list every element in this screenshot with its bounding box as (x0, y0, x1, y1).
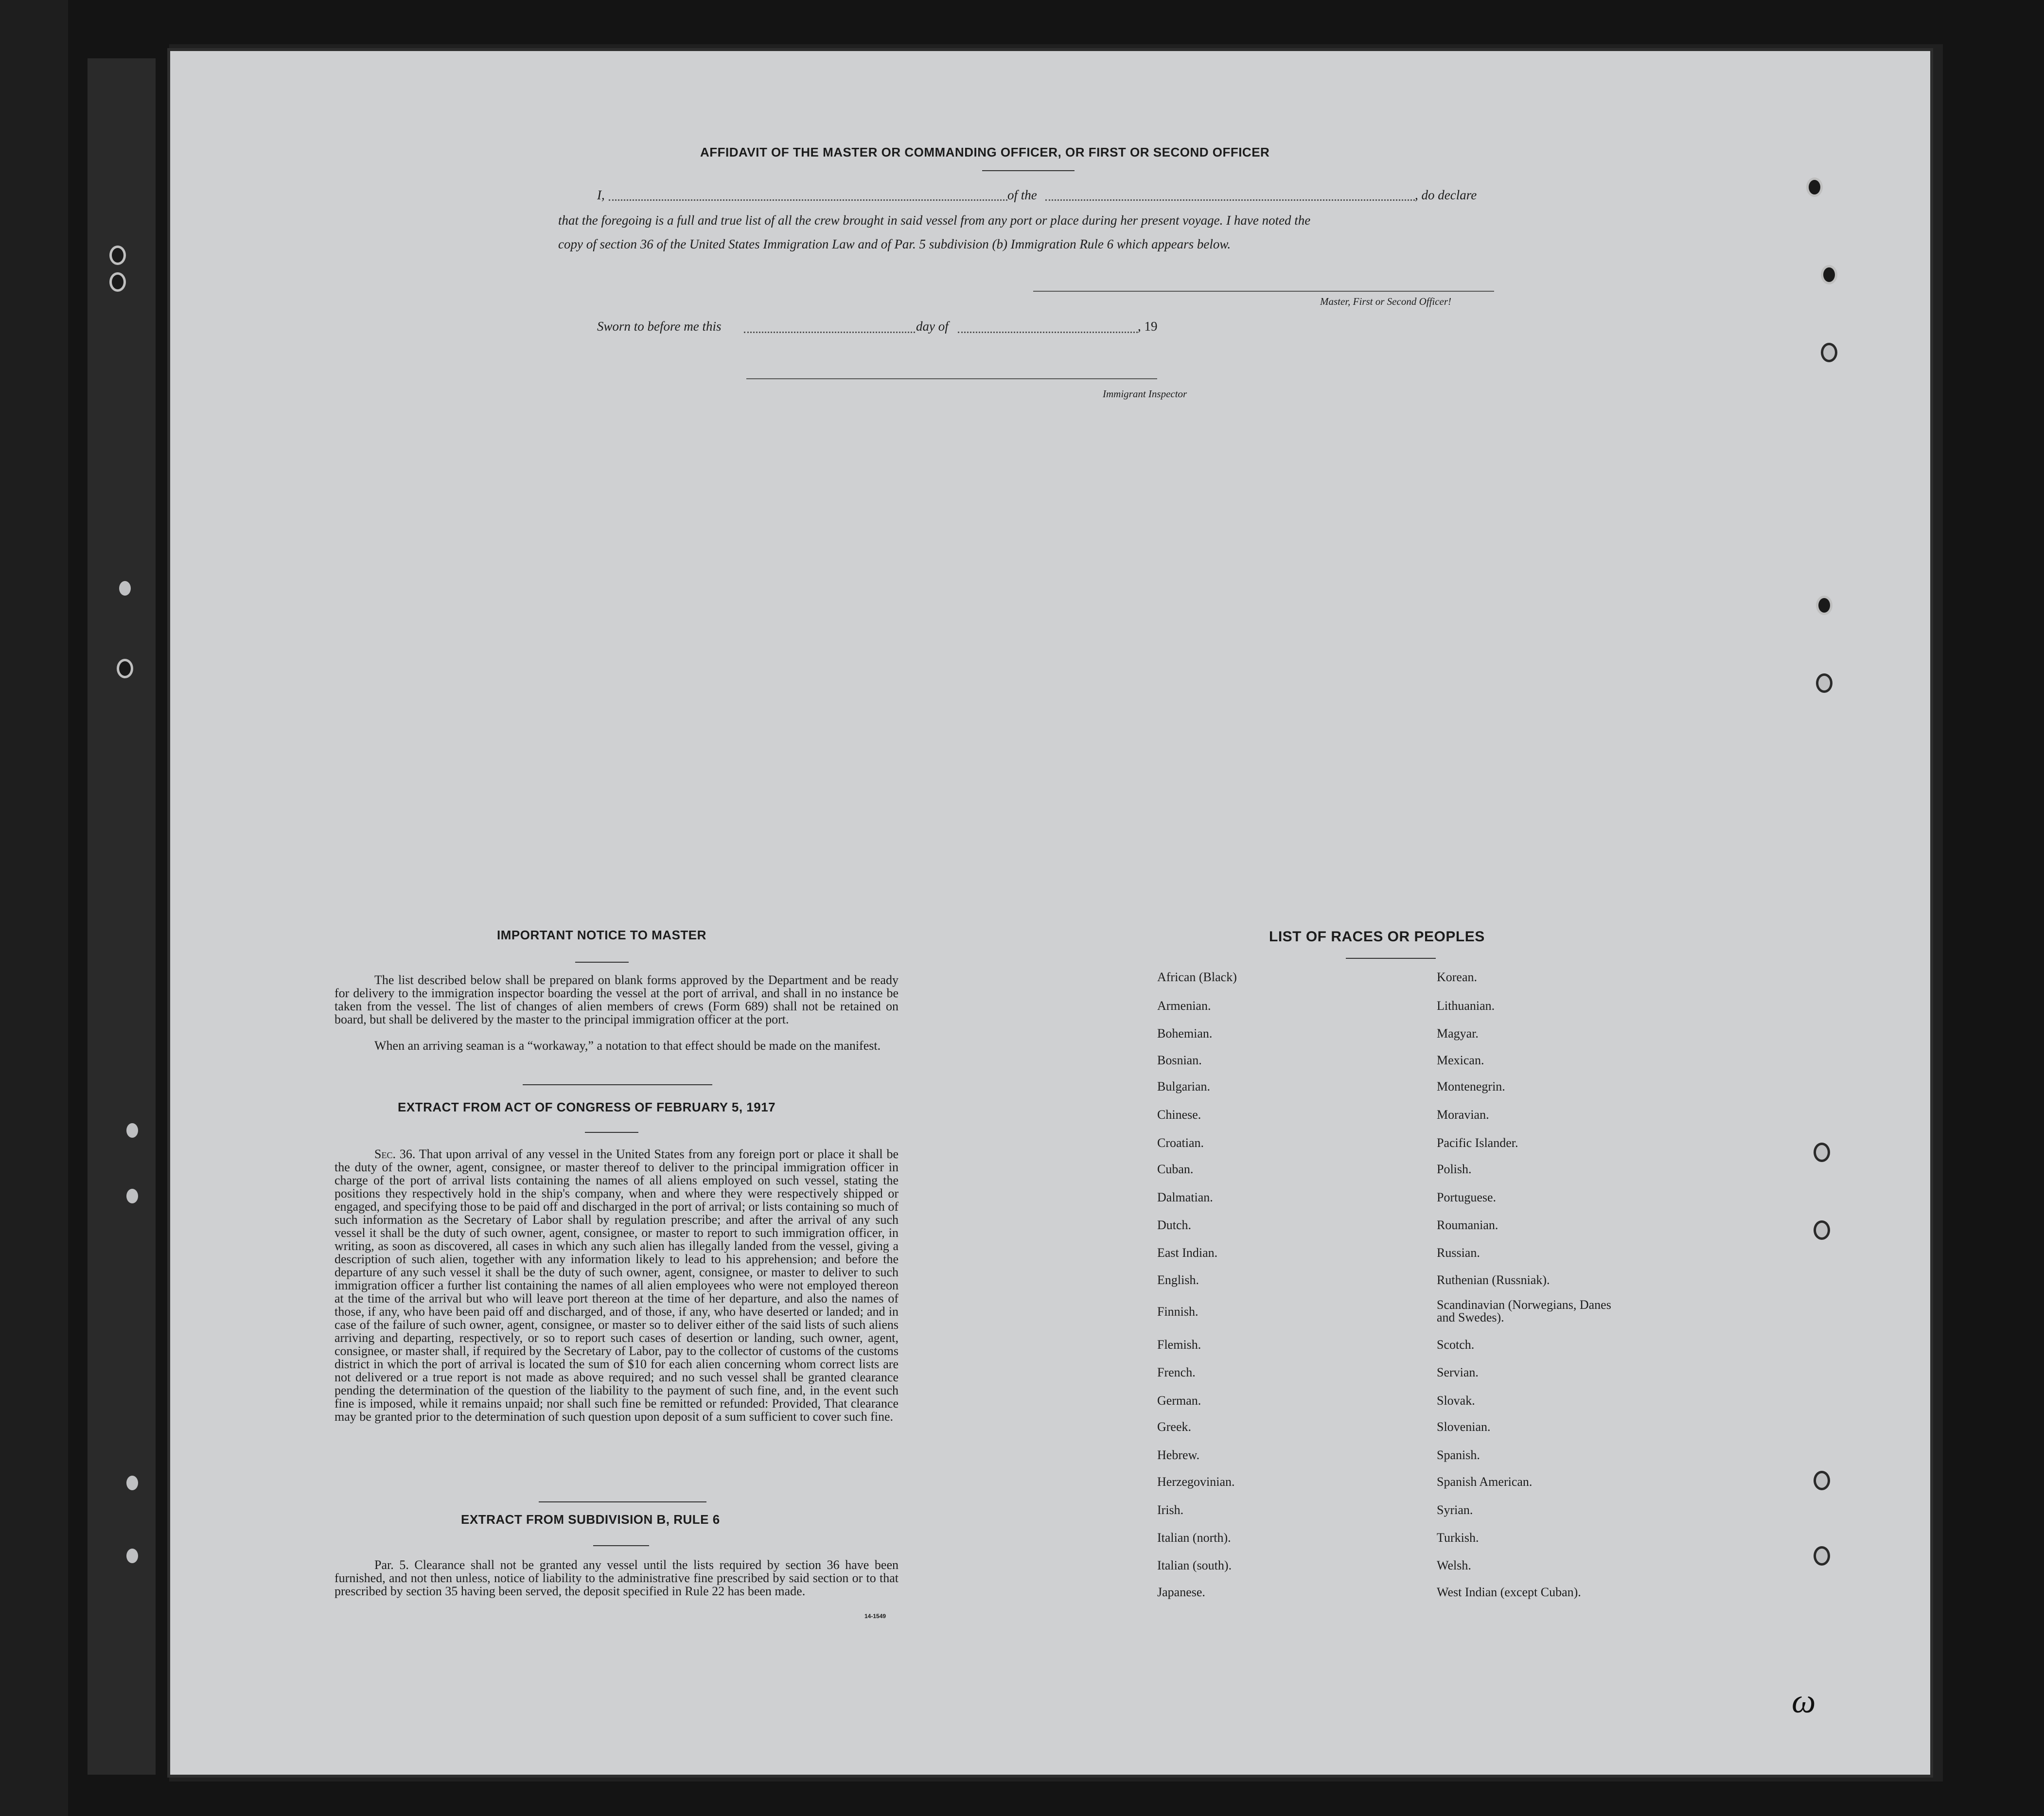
act-divider (539, 1501, 706, 1502)
notice-paragraph-1: The list described below shall be prepared on blank forms approved by the Department and be ready for delivery to the immigration inspector boarding the vessel at the port of arrival, and shall in no instance be taken from the vessel. The list of changes of alien members of crews (Form 689) shall not be retained on board, but shall be delivered by the master to the principal immigration officer at the port. (335, 973, 899, 1026)
race-item: Roumanian. (1437, 1218, 1498, 1232)
affidavit-title: AFFIDAVIT OF THE MASTER OR COMMANDING OFFICER, OR FIRST OR SECOND OFFICER (700, 145, 1270, 159)
notice-divider (523, 1084, 712, 1085)
race-item: Italian (south). (1157, 1558, 1232, 1572)
binder-hole (1814, 1143, 1830, 1162)
binder-hole (1806, 177, 1823, 197)
race-item: Armenian. (1157, 999, 1211, 1013)
race-item: Korean. (1437, 970, 1478, 984)
handwritten-mark: ω (1792, 1683, 1816, 1720)
affidavit-title-underline (982, 170, 1075, 171)
race-item: Slovak. (1437, 1393, 1475, 1408)
signature-line[interactable] (1033, 291, 1494, 292)
sworn-day-field[interactable] (744, 332, 915, 333)
inspector-signature-line[interactable] (746, 378, 1157, 379)
act-section-label: Sec. 36. (374, 1147, 416, 1161)
binder-hole (117, 579, 133, 598)
race-item: Slovenian. (1437, 1420, 1491, 1434)
signature-label: Master, First or Second Officer! (1320, 296, 1452, 307)
binder-hole (117, 659, 133, 678)
race-item: Spanish. (1437, 1448, 1480, 1462)
binder-hole (1814, 1546, 1830, 1566)
notice-title-underline (575, 962, 629, 963)
binder-hole (124, 1546, 141, 1566)
race-item: Bosnian. (1157, 1053, 1202, 1067)
race-item: Ruthenian (Russniak). (1437, 1273, 1550, 1287)
race-item: Herzegovinian. (1157, 1475, 1235, 1489)
binder-hole (109, 246, 126, 265)
act-title: EXTRACT FROM ACT OF CONGRESS OF FEBRUARY 5, 1917 (398, 1100, 776, 1114)
race-item: Magyar. (1437, 1026, 1479, 1040)
binder-hole (1816, 596, 1833, 615)
race-item: Hebrew. (1157, 1448, 1200, 1462)
affidavit-do-declare: , do declare (1415, 188, 1477, 202)
binder-hole (1814, 1471, 1830, 1490)
race-item: Chinese. (1157, 1108, 1201, 1122)
inspector-label: Immigrant Inspector (1103, 388, 1187, 400)
race-item: Scotch. (1437, 1338, 1475, 1352)
race-item: German. (1157, 1393, 1201, 1408)
race-item: West Indian (except Cuban). (1437, 1585, 1581, 1599)
act-title-underline (585, 1132, 638, 1133)
rule-title-underline (593, 1545, 649, 1546)
race-item: Spanish American. (1437, 1475, 1533, 1489)
master-name-field[interactable] (609, 199, 1007, 201)
race-item: English. (1157, 1273, 1199, 1287)
scan-binder-strip (88, 58, 156, 1775)
race-item: Dalmatian. (1157, 1190, 1213, 1204)
race-item: Croatian. (1157, 1136, 1204, 1150)
race-item: Pacific Islander. (1437, 1136, 1518, 1150)
affidavit-line1-start: I, (597, 188, 605, 202)
race-item: Lithuanian. (1437, 999, 1495, 1013)
race-item: Polish. (1437, 1162, 1472, 1176)
race-item: Cuban. (1157, 1162, 1194, 1176)
race-item: Dutch. (1157, 1218, 1192, 1232)
race-item: Syrian. (1437, 1503, 1473, 1517)
race-item: African (Black) (1157, 970, 1237, 984)
races-title-underline (1346, 958, 1436, 959)
notice-paragraph-2: When an arriving seaman is a “workaway,” a notation to that effect should be made on the manifest. (374, 1039, 881, 1053)
race-item: Moravian. (1437, 1108, 1489, 1122)
race-item: Turkish. (1437, 1531, 1479, 1545)
affidavit-line2: that the foregoing is a full and true list of all the crew brought in said vessel from any port or place during her present voyage. I have noted the (558, 213, 1311, 228)
race-item: Servian. (1437, 1365, 1479, 1379)
race-item: Finnish. (1157, 1305, 1198, 1319)
binder-hole (1816, 673, 1833, 693)
binder-hole (109, 272, 126, 292)
race-item: Scandinavian (Norwegians, Danes and Swedes). (1437, 1298, 1611, 1324)
scan-left-edge (0, 0, 68, 1816)
race-item: Japanese. (1157, 1585, 1205, 1599)
binder-hole (124, 1473, 141, 1493)
rule-body: Par. 5. Clearance shall not be granted any vessel until the lists required by section 36 have been furnished, and not then unless, notice of liability to the administrative fine prescribed by said section or to that prescribed by section 35 having been served, the deposit specified in Rule 22 has been made. (335, 1558, 899, 1598)
sworn-text: Sworn to before me this (597, 319, 722, 334)
race-item: Welsh. (1437, 1558, 1471, 1572)
race-item: French. (1157, 1365, 1196, 1379)
race-item: East Indian. (1157, 1246, 1218, 1260)
sworn-day-of: day of (916, 319, 949, 334)
race-item: Portuguese. (1437, 1190, 1497, 1204)
manifest-page (170, 51, 1930, 1775)
affidavit-of-the: of the (1007, 188, 1037, 202)
sworn-month-field[interactable] (958, 332, 1138, 333)
act-section-text: That upon arrival of any vessel in the United States from any foreign port or place it shall be the duty of the owner, agent, consignee, or master thereof to deliver to the principal immigration officer in charge of the port of arrival lists containing the names of all aliens employed on such vessel, stating the positions they respectively hold in the ship's company, when and where they were respectively shipped or engaged, and specifying those to be paid off and discharged in the port of arrival; or lists containing so much of such information as the Secretary of Labor shall by regulation prescribe; and after the arrival of any such vessel it shall be the duty of such owner, agent, consignee, or master to report to such immigration officer, in writing, as soon as discovered, all cases in which any such alien has illegally landed from the vessel, giving a description of such alien, together with any information likely to lead to his apprehension; and before the departure of any such vessel it shall be the duty of such owner, agent, consignee, or master to deliver to such immigration officer a further list containing the names of all alien employees who were not employed thereon at the time of the arrival but who will leave port thereon at the time of her departure, and also the names of those, if any, who have been paid off and discharged, and of those, if any, who have deserted or landed; and in case of the failure of such owner, agent, consignee, or master so to deliver either of the said lists of such aliens arriving and departing, respectively, or so to report such cases of desertion or landing, such owner, agent, consignee, or master shall, if required by the Secretary of Labor, pay to the collector of customs of the customs district in which the port of arrival is located the sum of $10 for each alien concerning whom correct lists are not delivered or a true report is not made as above required; and no such vessel shall be granted clearance pending the determination of the question of the liability to the payment of such fine, and, in the event such fine is imposed, while it remains unpaid; nor shall such fine be remitted or refunded: Provided, That clearance may be granted prior to the determination of such question upon deposit of a sum sufficient to cover such fine. (335, 1147, 899, 1424)
race-item: Bohemian. (1157, 1026, 1213, 1040)
race-item: Bulgarian. (1157, 1079, 1211, 1093)
binder-hole (124, 1121, 141, 1140)
vessel-name-field[interactable] (1045, 199, 1415, 201)
binder-hole (124, 1186, 141, 1206)
race-item: Greek. (1157, 1420, 1192, 1434)
notice-title: IMPORTANT NOTICE TO MASTER (497, 928, 706, 942)
race-item: Montenegrin. (1437, 1079, 1505, 1093)
races-title: LIST OF RACES OR PEOPLES (1269, 929, 1485, 945)
race-item: Russian. (1437, 1246, 1480, 1260)
affidavit-line3: copy of section 36 of the United States Immigration Law and of Par. 5 subdivision (b) Immigration Rule 6 which appears below. (558, 237, 1231, 251)
binder-hole (1821, 343, 1837, 362)
binder-hole (1821, 265, 1837, 284)
sworn-year: , 19 (1138, 319, 1158, 334)
race-item: Irish. (1157, 1503, 1184, 1517)
binder-hole (1814, 1220, 1830, 1240)
act-body (335, 1147, 899, 1423)
rule-title: EXTRACT FROM SUBDIVISION B, RULE 6 (461, 1512, 720, 1527)
race-item: Flemish. (1157, 1338, 1201, 1352)
race-item: Italian (north). (1157, 1531, 1231, 1545)
form-number: 14-1549 (864, 1613, 886, 1620)
race-item: Mexican. (1437, 1053, 1484, 1067)
